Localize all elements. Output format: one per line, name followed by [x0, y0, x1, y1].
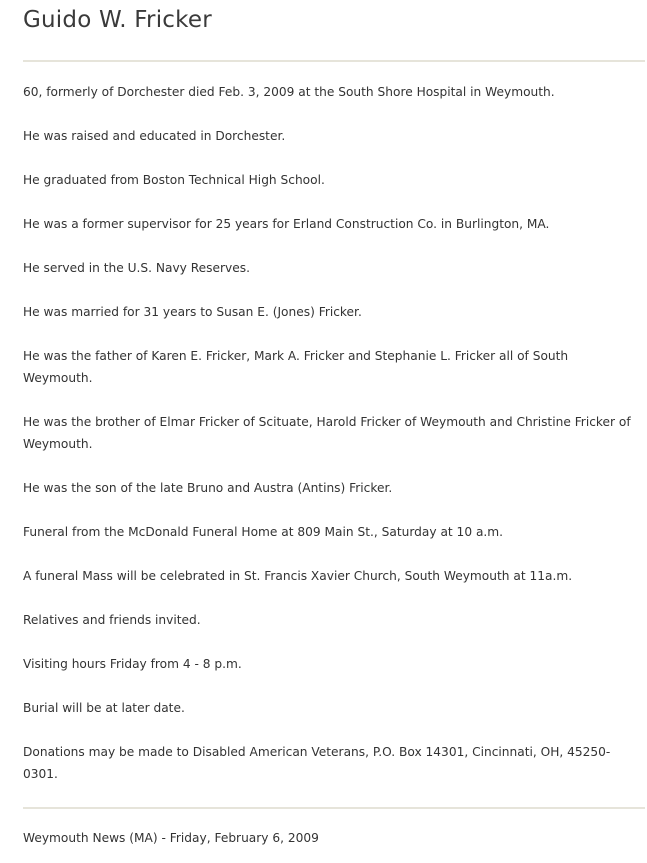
obituary-page — [23, 0, 645, 849]
paragraph: He served in the U.S. Navy Reserves. — [23, 261, 250, 275]
paragraph: 60, formerly of Dorchester died Feb. 3, 2009 at the South Shore Hospital in Weymouth. — [23, 85, 555, 99]
paragraph: He was married for 31 years to Susan E. (Jones) Fricker. — [23, 305, 362, 319]
obituary-body — [23, 62, 645, 785]
paragraph: He was the son of the late Bruno and Austra (Antins) Fricker. — [23, 481, 393, 495]
paragraph: He was a former supervisor for 25 years for Erland Construction Co. in Burlington, MA. — [23, 217, 550, 231]
paragraph: A funeral Mass will be celebrated in St. Francis Xavier Church, South Weymouth at 11a.m. — [23, 569, 573, 583]
paragraph: Funeral from the McDonald Funeral Home at 809 Main St., Saturday at 10 a.m. — [23, 525, 504, 539]
paragraph: He was raised and educated in Dorchester. — [23, 129, 286, 143]
paragraph: Relatives and friends invited. — [23, 613, 201, 627]
paragraph: He was the brother of Elmar Fricker of Scituate, Harold Fricker of Weymouth and Christine Fricker of Weymouth. — [23, 415, 631, 451]
source-footer: Weymouth News (MA) - Friday, February 6, 2009 — [23, 831, 319, 845]
paragraph: Burial will be at later date. — [23, 701, 185, 715]
paragraph: He was the father of Karen E. Fricker, Mark A. Fricker and Stephanie L. Fricker all of South Weymouth. — [23, 349, 569, 385]
paragraph: Visiting hours Friday from 4 - 8 p.m. — [23, 657, 242, 671]
paragraph: He graduated from Boston Technical High School. — [23, 173, 325, 187]
page-title: Guido W. Fricker — [23, 7, 212, 33]
paragraph: Donations may be made to Disabled American Veterans, P.O. Box 14301, Cincinnati, OH, 45250-0301. — [23, 745, 611, 781]
